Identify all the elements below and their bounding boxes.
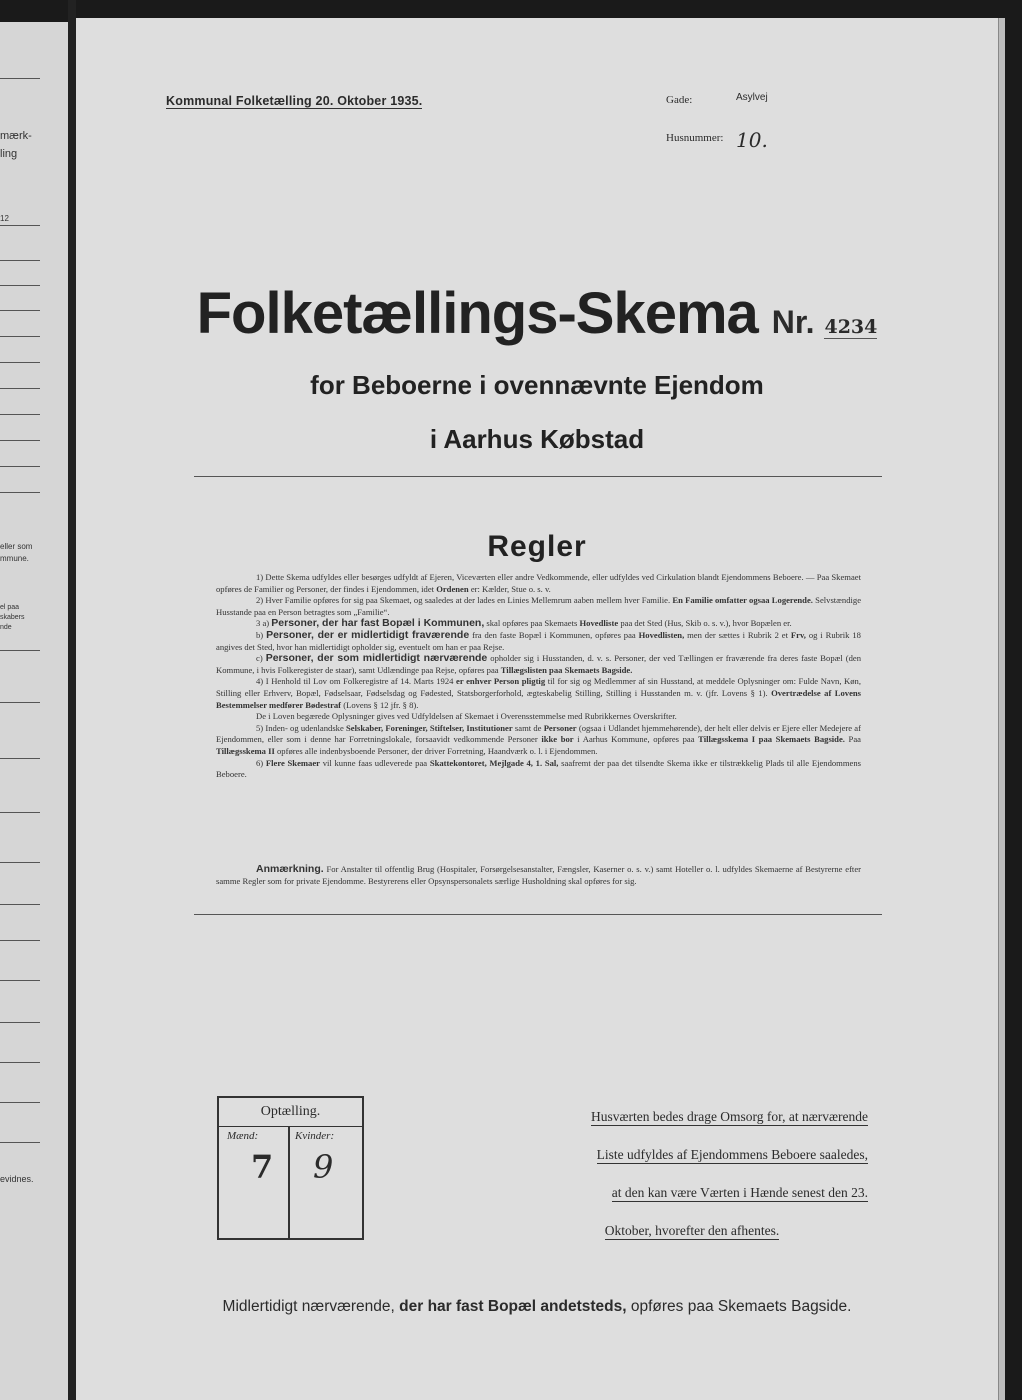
form-nr-label: Nr.	[771, 304, 815, 340]
maend-label: Mænd:	[227, 1130, 259, 1142]
notice-line: at den kan være Værten i Hænde senest den 23.	[611, 1185, 868, 1200]
left-page-rule	[0, 980, 40, 981]
rule-4b: De i Loven begærede Oplysninger gives ved Udfyldelsen af Skemaet i Overensstemmelse med Rubrikkernes Overskrifter.	[256, 711, 677, 722]
kvinder-label: Kvinder:	[295, 1130, 335, 1142]
left-page-rule	[0, 466, 40, 467]
rule-1: 1) Dette Skema udfyldes eller besørges udfyldt af Ejeren, Viceværten eller andre Vedkommende, eller udfyldes ved Cirkulation blandt Ejendommens Beboere. — Paa Skemaet opføres de Familier og Personer, der findes i Ejendommen, idet Ordenen er: Kælder, Stue o. s. v.	[216, 572, 861, 594]
left-page-text: mmune.	[0, 554, 29, 563]
left-page-rule	[0, 414, 40, 415]
kvinder-count: 9	[313, 1148, 334, 1186]
rule-2: 2) Hver Familie opføres for sig paa Skemaet, og saaledes at der lades en Linies Mellemrum aaben mellem hver Familie. En Familie omfatter ogsaa Logerende. Selvstændige Husstande paa en Person betragtes som „Familie“.	[216, 595, 862, 617]
divider-top	[194, 476, 882, 477]
left-page-rule	[0, 904, 40, 905]
left-page-rule	[0, 1062, 40, 1063]
optaelling-title: Optælling.	[219, 1098, 362, 1127]
left-page-text: eller som	[0, 542, 33, 551]
left-page-text: 12	[0, 214, 9, 223]
left-page-text: evidnes.	[0, 1174, 34, 1184]
gade-value: Asylvej	[736, 92, 768, 103]
left-page-fragment	[0, 22, 70, 1400]
anmaerkning-label: Anmærkning.	[256, 863, 324, 875]
husnummer-value: 10.	[736, 128, 768, 152]
left-page-rule	[0, 388, 40, 389]
left-page-rule	[0, 336, 40, 337]
left-page-rule	[0, 1102, 40, 1103]
optaelling-divider	[288, 1126, 290, 1238]
divider-bottom	[194, 914, 882, 915]
left-page-text: nde	[0, 624, 12, 631]
left-page-rule	[0, 260, 40, 261]
form-title	[76, 280, 998, 347]
optaelling-box	[217, 1096, 364, 1240]
book-gutter	[68, 0, 76, 1400]
anmaerkning	[216, 864, 861, 887]
landlord-notice	[516, 1098, 868, 1250]
notice-line: Oktober, hvorefter den afhentes.	[604, 1223, 780, 1238]
notice-line: Husværten bedes drage Omsorg for, at nærværende	[590, 1109, 868, 1124]
maend-count: 7	[251, 1148, 274, 1186]
left-page-rule	[0, 285, 40, 286]
left-page-rule	[0, 1142, 40, 1143]
left-page-rule	[0, 440, 40, 441]
rule-3b: b) Personer, der er midlertidigt fraværende fra den faste Bopæl i Kommunen, opføres paa Hovedlisten, men der sættes i Rubrik 2 et Frv, og i Rubrik 18 angives det Sted, hvor han midlertidigt opholder sig, eventuelt om han er paa Rejse.	[216, 628, 861, 652]
rule-4: 4) I Henhold til Lov om Folkeregistre af 14. Marts 1924 er enhver Person pligtig til for sig og Medlemmer af sin Husstand, at meddele Oplysninger om: Fulde Navn, Køn, Stilling eller Erhverv, Bopæl, Fødselsaar, Fødselsdag og Fødested, Statsborgerforhold, ægteskabelig Stilling, Stilling i Husstanden m. v. (jfr. Lovens § 1). Overtrædelse af Lovens Bestemmelser medfører Bødestraf (Lovens § 12 jfr. § 8).	[216, 676, 862, 710]
notice-line: Liste udfyldes af Ejendommens Beboere saaledes,	[596, 1147, 868, 1162]
left-page-rule	[0, 862, 40, 863]
form-subtitle-1: for Beboerne i ovennævnte Ejendom	[310, 370, 764, 400]
left-page-rule	[0, 1022, 40, 1023]
rule-3c: c) Personer, der som midlertidigt nærværende opholder sig i Husstanden, d. v. s. Personer, der ved Tællingen er fraværende fra deres faste Bopæl (den Kommune, i hvis Folkeregister de staar), samt Udlændinge paa Rejse, opføres paa Tillægslisten paa Skemaets Bagside.	[216, 652, 861, 675]
census-title: Kommunal Folketælling 20. Oktober 1935.	[166, 94, 423, 108]
left-page-text: el paa	[0, 604, 20, 611]
left-page-text: ling	[0, 148, 18, 160]
anmaerkning-text: For Anstalter til offentlig Brug (Hospitaler, Forsørgelsesanstalter, Fængsler, Kaserner o. s. v.) samt Hoteller o. l. udfyldes Skemaerne af Bestyrerne efter samme Regler som for private Ejendomme. Bestyrerens eller Opsynspersonalets særlige Husholdning skal opføres for sig.	[216, 864, 862, 886]
rule-3a: 3 a) Personer, der har fast Bopæl i Kommunen, skal opføres paa Skemaets Hovedliste paa det Sted (Hus, Skib o. s. v.), hvor Bopælen er.	[256, 617, 792, 630]
left-page-rule	[0, 702, 40, 703]
form-title-main: Folketællings-Skema	[196, 281, 758, 346]
form-nr-value: 4234	[824, 316, 878, 338]
form-subtitle-2: i Aarhus Købstad	[429, 424, 645, 454]
left-page-rule	[0, 310, 40, 311]
footer-note: Midlertidigt nærværende, der har fast Bopæl andetsteds, opføres paa Skemaets Bagside.	[222, 1298, 852, 1315]
left-page-rule	[0, 78, 40, 79]
left-page-rule	[0, 758, 40, 759]
left-page-rule	[0, 225, 40, 226]
rules-body	[216, 572, 861, 781]
census-form-page	[76, 18, 998, 1400]
left-page-rule	[0, 940, 40, 941]
left-page-text: mærk-	[0, 130, 32, 142]
regler-heading: Regler	[487, 530, 587, 563]
gade-label: Gade:	[666, 94, 693, 106]
left-page-text: skabers	[0, 614, 25, 621]
rule-6: 6) Flere Skemaer vil kunne faas udleverede paa Skattekontoret, Mejlgade 4, 1. Sal, saafremt der paa det tilsendte Skema ikke er tilstrækkelig Plads til alle Ejendommens Beboere.	[216, 757, 861, 780]
page-edge	[998, 18, 1005, 1400]
left-page-rule	[0, 492, 40, 493]
husnummer-label: Husnummer:	[666, 132, 724, 144]
rule-5: 5) Inden- og udenlandske Selskaber, Foreninger, Stiftelser, Institutioner samt de Personer (ogsaa i Udlandet hjemmehørende), der helt eller delvis er Ejere eller Medejere af Ejendommen, eller som i denne har Forretningslokale, forsaavidt vedkommende Personer ikke bor i Aarhus Kommune, opføres paa Tillægsskema I paa Skemaets Bagside. Paa Tillægsskema II opføres alle indenbysboende Personer, der driver Forretning, Haandværk o. l. i Ejendommen.	[216, 722, 861, 756]
left-page-rule	[0, 812, 40, 813]
left-page-rule	[0, 362, 40, 363]
left-page-rule	[0, 650, 40, 651]
